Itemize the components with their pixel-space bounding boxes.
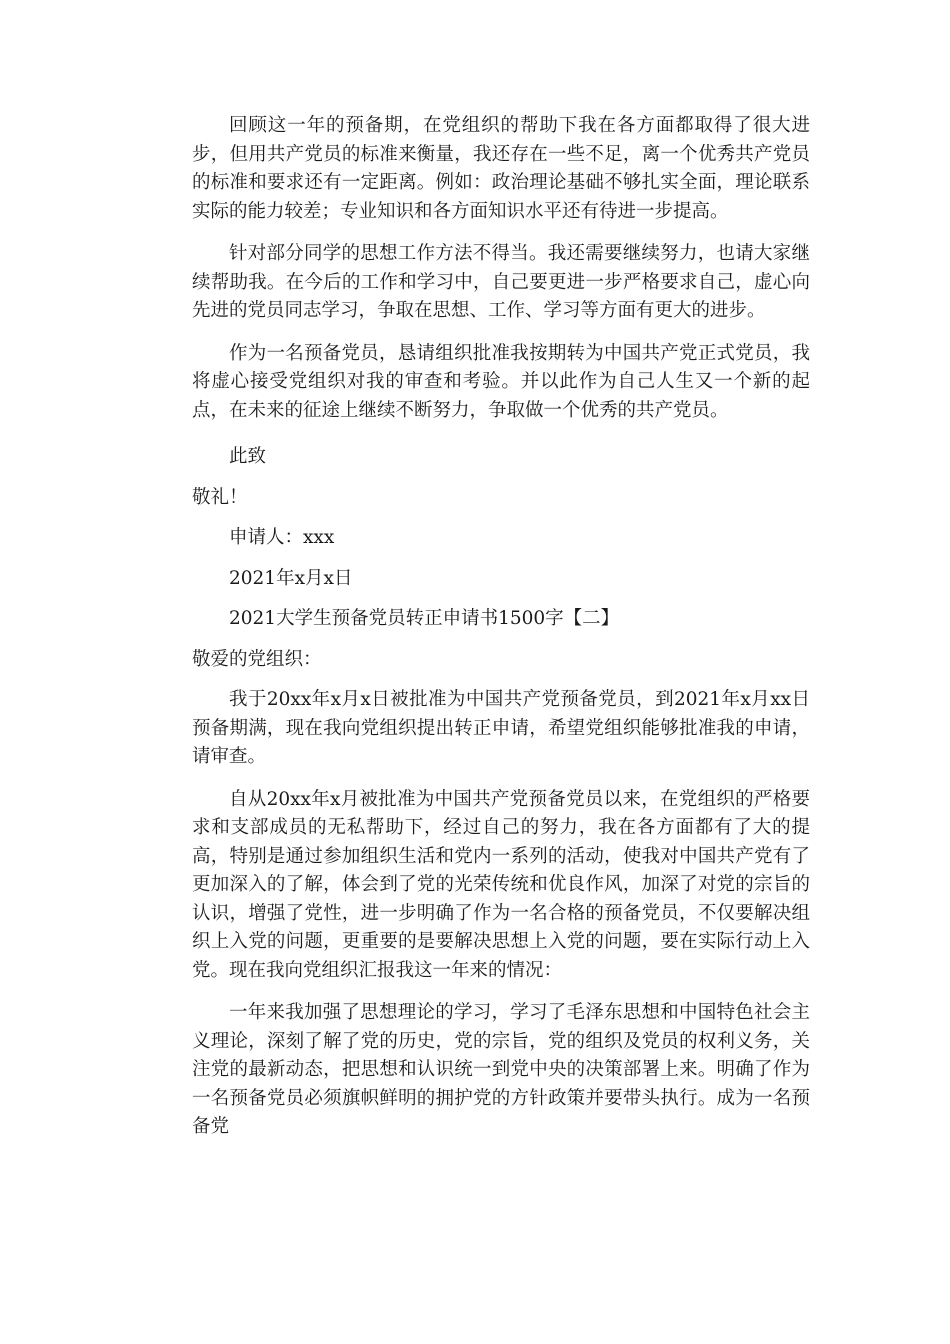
closing-line-2: 敬礼！ [192,486,248,508]
paragraph-improvement: 针对部分同学的思想工作方法不得当。我还需要继续努力，也请大家继续帮助我。在今后的工作和学习中，自己要更进一步严格要求自己，虚心向先进的党员同志学习，争取在思想、工作、学习等方面有更大的进步。 [192,243,810,321]
section-title: 2021大学生预备党员转正申请书1500字【二】 [229,608,620,629]
paragraph-request: 作为一名预备党员，恳请组织批准我按期转为中国共产党正式党员，我将虚心接受党组织对我的审查和考验。并以此作为自己人生又一个新的起点，在未来的征途上继续不断努力，争取做一个优秀的共产党员。 [192,342,810,421]
paragraph-application: 我于20xx年x月x日被批准为中国共产党预备党员，到2021年x月xx日预备期满，现在我向党组织提出转正申请，希望党组织能够批准我的申请，请审查。 [192,689,810,767]
document-body [192,112,810,1142]
paragraph-review: 回顾这一年的预备期，在党组织的帮助下我在各方面都取得了很大进步，但用共产党员的标准来衡量，我还存在一些不足，离一个优秀共产党员的标准和要求还有一定距离。例如：政治理论基础不够扎实全面，理论联系实际的能力较差；专业知识和各方面知识水平还有待进一步提高。 [192,115,810,222]
applicant-signature: 申请人：xxx [229,527,335,548]
paragraph-theory-study: 一年来我加强了思想理论的学习，学习了毛泽东思想和中国特色社会主义理论，深刻了解了党的历史，党的宗旨，党的组织及党员的权利义务，关注党的最新动态，把思想和认识统一到党中央的决策部署上来。明确了作为一名预备党员必须旗帜鲜明的拥护党的方针政策并要带头执行。成为一名预备党 [192,1002,810,1137]
paragraph-progress: 自从20xx年x月被批准为中国共产党预备党员以来，在党组织的严格要求和支部成员的无私帮助下，经过自己的努力，我在各方面都有了大的提高，特别是通过参加组织生活和党内一系列的活动，使我对中国共产党有了更加深入的了解，体会到了党的光荣传统和优良作风，加深了对党的宗旨的认识，增强了党性，进一步明确了作为一名合格的预备党员，不仅要解决组织上入党的问题，更重要的是要解决思想上入党的问题，要在实际行动上入党。现在我向党组织汇报我这一年来的情况： [192,788,810,981]
closing-line-1: 此致 [229,446,267,467]
letter-date: 2021年x月x日 [229,567,353,589]
salutation: 敬爱的党组织： [192,648,322,670]
